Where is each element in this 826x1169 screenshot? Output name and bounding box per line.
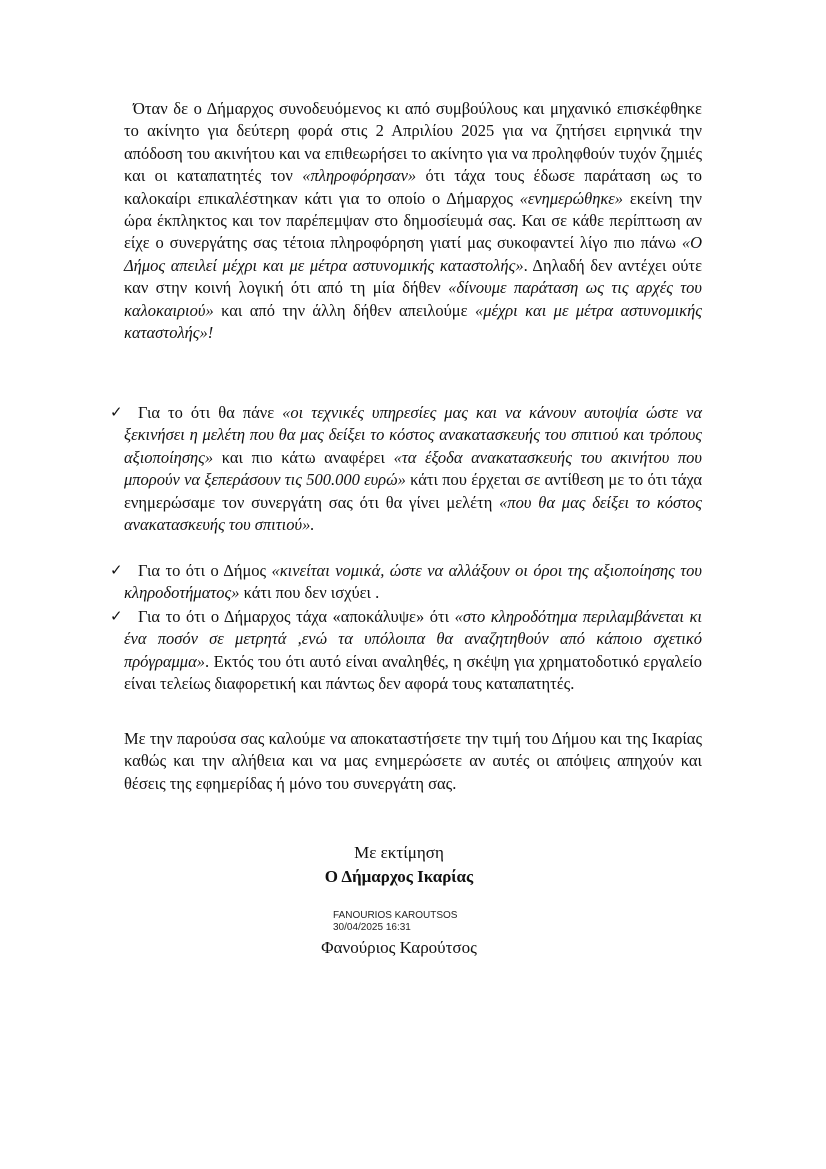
text-run: Για το ότι θα πάνε bbox=[138, 403, 283, 422]
digital-signature-name: FANOURIOS KAROUTSOS bbox=[333, 910, 458, 921]
quoted-italic-text: «κινείται νομικά, ώστε να αλλάξουν οι όροι της αξιοποίησης του κληροδοτήματος» bbox=[124, 561, 702, 603]
digital-signature-date: 30/04/2025 16:31 bbox=[333, 922, 411, 933]
quoted-italic-text: «στο κληροδότημα περιλαμβάνεται κι ένα ποσόν σε μετρητά ,ενώ τα υπόλοιπα θα αναζητηθούν από κάποιο σχετικό πρόγραμμα» bbox=[124, 607, 702, 671]
regards-line: Με εκτίμηση bbox=[354, 843, 444, 862]
quoted-italic-text: «τα έξοδα ανακατασκευής του ακινήτου που μπορούν να ξεπεράσουν τις 500.000 ευρώ» bbox=[124, 447, 702, 490]
text-run: κάτι που έρχεται σε αντίθεση με το ότι τάχα ενημερώσαμε τον συνεργάτη σας ότι θα γίνει μελέτη bbox=[124, 470, 702, 512]
quoted-italic-text: «οι τεχνικές υπηρεσίες μας και να κάνουν αυτοψία ώστε να ξεκινήσει η μελέτη που θα μας δείξει το κόστος ανακατασκευής του σπιτιού και τρόπους αξιοποίησης» bbox=[124, 403, 703, 467]
checkmark-icon: ✓ bbox=[110, 607, 123, 625]
quoted-italic-text: «Ο Δήμος απειλεί μέχρι και με μέτρα αστυνομικής καταστολής» bbox=[124, 233, 702, 275]
text-run: Όταν δε ο Δήμαρχος συνοδευόμενος κι από συμβούλους και μηχανικό επισκέφθηκε το ακίνητο για δεύτερη φορά στις 2 Απριλίου 2025 για να ζητήσει ειρηνικά την απόδοση του ακινήτου και να επιθεωρήσει το ακίνητο για να προληφθούν τυχόν ζημιές και οι καταπατητές τον bbox=[124, 99, 702, 186]
text-run: κάτι που δεν ισχύει . bbox=[239, 583, 380, 603]
text-run: και από την άλλη δήθεν απειλούμε bbox=[213, 300, 475, 320]
bullet-text-1 bbox=[124, 402, 702, 536]
checkmark-icon: ✓ bbox=[110, 403, 123, 421]
quoted-italic-text: «ενημερώθηκε» bbox=[519, 188, 624, 208]
bullet-text-2 bbox=[124, 560, 702, 605]
text-run: . Εκτός του ότι αυτό είναι αναληθές, η σκέψη για χρηματοδοτικό εργαλείο είναι τελείως διαφορετική και πάντως δεν αφορά τους καταπατητές. bbox=[124, 651, 702, 694]
text-run: εκείνη την ώρα έκπληκτος και τον παρέπεμψαν στο δημοσίευμά σας. Και σε κάθε περίπτωση αν είχε ο συνεργάτης σας τέτοια πληροφόρηση γιατί μας συκοφαντεί λίγο πιο πάνω bbox=[124, 188, 702, 253]
text-run: ότι τάχα τους έδωσε παράταση ως το καλοκαίρι επικαλέστηκαν κάτι για το οποίο ο Δήμαρχος bbox=[124, 166, 702, 208]
quoted-italic-text: «πληροφόρησαν» bbox=[302, 166, 417, 186]
quoted-italic-text: «δίνουμε παράταση ως τις αρχές του καλοκαιριού» bbox=[124, 278, 702, 320]
signatory-name: Φανούριος Καρούτσος bbox=[321, 938, 477, 957]
text-run: και πιο κάτω αναφέρει bbox=[213, 447, 394, 467]
quoted-italic-text: «μέχρι και με μέτρα αστυνομικής καταστολής»! bbox=[124, 300, 702, 343]
text-run: Για το ότι ο Δήμαρχος τάχα «αποκάλυψε» ότι bbox=[138, 607, 455, 626]
body-paragraph-1 bbox=[124, 98, 702, 344]
text-run: . Δηλαδή δεν αντέχει ούτε καν στην κοινή λογική ότι από τη μία δήθεν bbox=[124, 255, 702, 298]
closing-paragraph: Με την παρούσα σας καλούμε να αποκαταστήσετε την τιμή του Δήμου και της Ικαρίας καθώς και την αλήθεια και να μας ενημερώσετε αν αυτές οι απόψεις απηχούν και θέσεις της εφημερίδας ή μόνο του συνεργάτη σας. bbox=[124, 729, 702, 793]
mayor-title: Ο Δήμαρχος Ικαρίας bbox=[324, 867, 474, 886]
bullet-text-3 bbox=[124, 606, 702, 696]
checkmark-icon: ✓ bbox=[110, 561, 123, 579]
quoted-italic-text: «που θα μας δείξει το κόστος ανακατασκευής του σπιτιού». bbox=[124, 492, 703, 535]
text-run: Για το ότι ο Δήμος bbox=[138, 561, 272, 580]
